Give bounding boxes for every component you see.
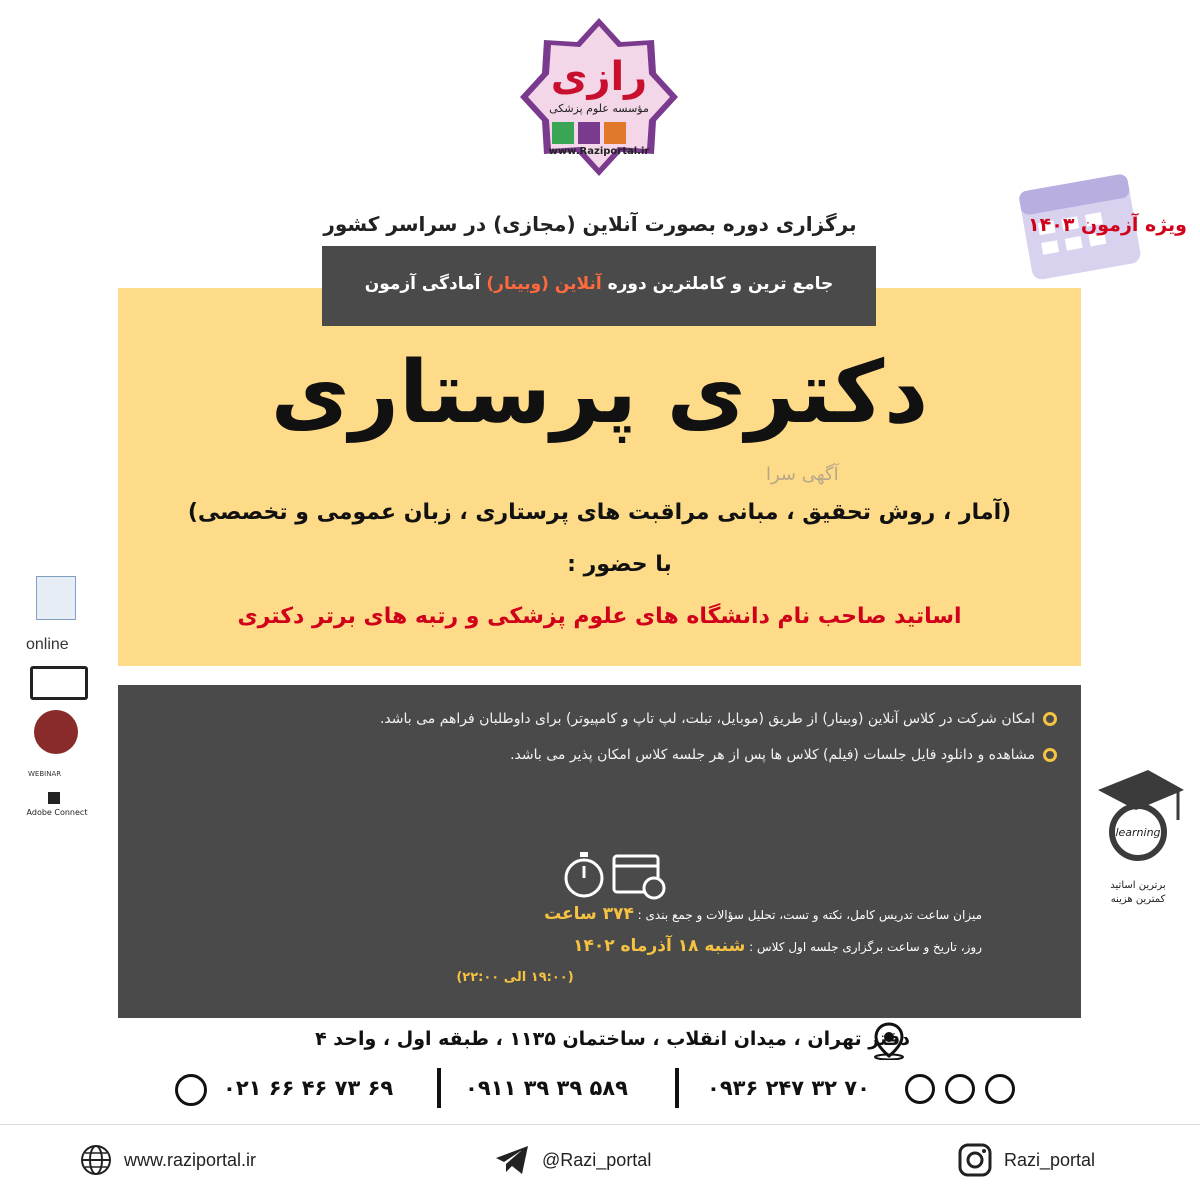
bullet-dot-icon [1043,748,1057,762]
start-date-label: روز، تاریخ و ساعت برگزاری جلسه اول کلاس : [749,940,982,954]
adobe-connect-icon [48,792,60,804]
phone-divider [675,1068,679,1108]
logo-people-icon [552,122,574,144]
banner-highlight: آنلاین (وبینار) [486,274,602,294]
start-date-line [573,936,982,956]
banner-text-after: آمادگی آزمون [364,274,481,294]
learning-badge [1088,760,1188,910]
footer-divider [0,1124,1200,1125]
detail-bullet-text: مشاهده و دانلود فایل جلسات (فیلم) کلاس ها پس از هر جلسه کلاس امکان پذیر می باشد. [510,747,1035,763]
classroom-icon [34,710,78,754]
logo-book-icon [578,122,600,144]
video-course-icon [30,666,88,700]
course-title: دکتری پرستاری [270,343,929,443]
with-presence-label: با حضور : [567,552,672,577]
detail-bullet-online [380,711,1057,727]
graduation-cap-icon [1088,760,1188,870]
stopwatch-icon [566,852,602,896]
razi-logo [518,4,680,194]
watermark: آگهی سرا [766,464,839,485]
footer-instagram[interactable] [958,1140,1095,1180]
course-subjects: (آمار ، روش تحقیق ، مبانی مراقبت های پرستاری ، زبان عمومی و تخصصی) [187,500,1012,525]
phone-icon [175,1074,207,1106]
logo-url: www.Raziportal.ir [548,146,650,157]
logo-subtitle: مؤسسه علوم پزشکی [549,102,649,115]
badge-line-1: برترین اساتید [1110,880,1166,891]
exam-year-badge: ویژه آزمون ۱۴۰۳ [1028,214,1187,236]
class-time-range: (۱۹:۰۰ الی ۲۲:۰۰) [456,970,574,985]
phone-divider [437,1068,441,1108]
course-banner [322,246,876,326]
logo-title: رازی [550,54,648,100]
total-hours-value: ۳۷۴ ساعت [544,904,634,924]
institute-emblem-icon [36,576,76,620]
total-hours-line [544,904,982,924]
telegram-icon [945,1074,975,1104]
telegram-icon [494,1144,530,1176]
website-link[interactable]: www.raziportal.ir [124,1149,257,1170]
instructors-text: اساتید صاحب نام دانشگاه های علوم پزشکی و رتبه های برتر دکتری [237,604,962,629]
logo-family-icon [604,122,626,144]
telegram-handle[interactable]: @Razi_portal [542,1149,652,1170]
detail-bullet-text: امکان شرکت در کلاس آنلاین (وبینار) از طریق (موبایل، تبلت، لپ تاپ و کامپیوتر) برای داوطلبان فراهم می باشد. [379,711,1035,727]
learning-label: learning [1115,826,1161,839]
adobe-connect-label: Adobe Connect [26,808,88,817]
office-address: دفتر تهران ، میدان انقلاب ، ساختمان ۱۱۳۵ ، طبقه اول ، واحد ۴ [315,1028,910,1050]
globe-icon [80,1144,112,1176]
phone-landline[interactable]: ۰۲۱ ۶۶ ۴۶ ۷۳ ۶۹ [223,1076,394,1100]
start-date-value: شنبه ۱۸ آذرماه ۱۴۰۲ [573,936,746,956]
phone-mobile-2[interactable]: ۰۹۱۱ ۳۹ ۳۹ ۵۸۹ [465,1076,628,1100]
footer-website[interactable] [80,1140,256,1180]
eitaa-icon [985,1074,1015,1104]
online-label: online [26,636,69,653]
online-platform-icons [22,576,92,826]
instagram-handle[interactable]: Razi_portal [1004,1149,1096,1170]
bullet-dot-icon [1043,712,1057,726]
course-info-panel [118,288,1081,666]
phone-numbers [175,1068,1025,1112]
banner-text-before: جامع ترین و کاملترین دوره [607,274,834,294]
course-subtitle: برگزاری دوره بصورت آنلاین (مجازی) در سراسر کشور [323,212,857,236]
whatsapp-icon [905,1074,935,1104]
instagram-icon [958,1143,992,1177]
schedule-icons [560,848,670,900]
badge-line-2: کمترین هزینه [1110,894,1166,905]
phone-mobile-1[interactable]: ۰۹۳۶ ۲۴۷ ۳۲ ۷۰ [707,1076,870,1100]
calendar-clock-icon [614,856,664,898]
footer-telegram[interactable] [494,1140,651,1180]
detail-bullet-download [510,747,1057,763]
webinar-label: WEBINAR [28,770,62,778]
total-hours-label: میزان ساعت تدریس کامل، نکته و تست، تحلیل سؤالات و جمع بندی : [637,908,982,922]
